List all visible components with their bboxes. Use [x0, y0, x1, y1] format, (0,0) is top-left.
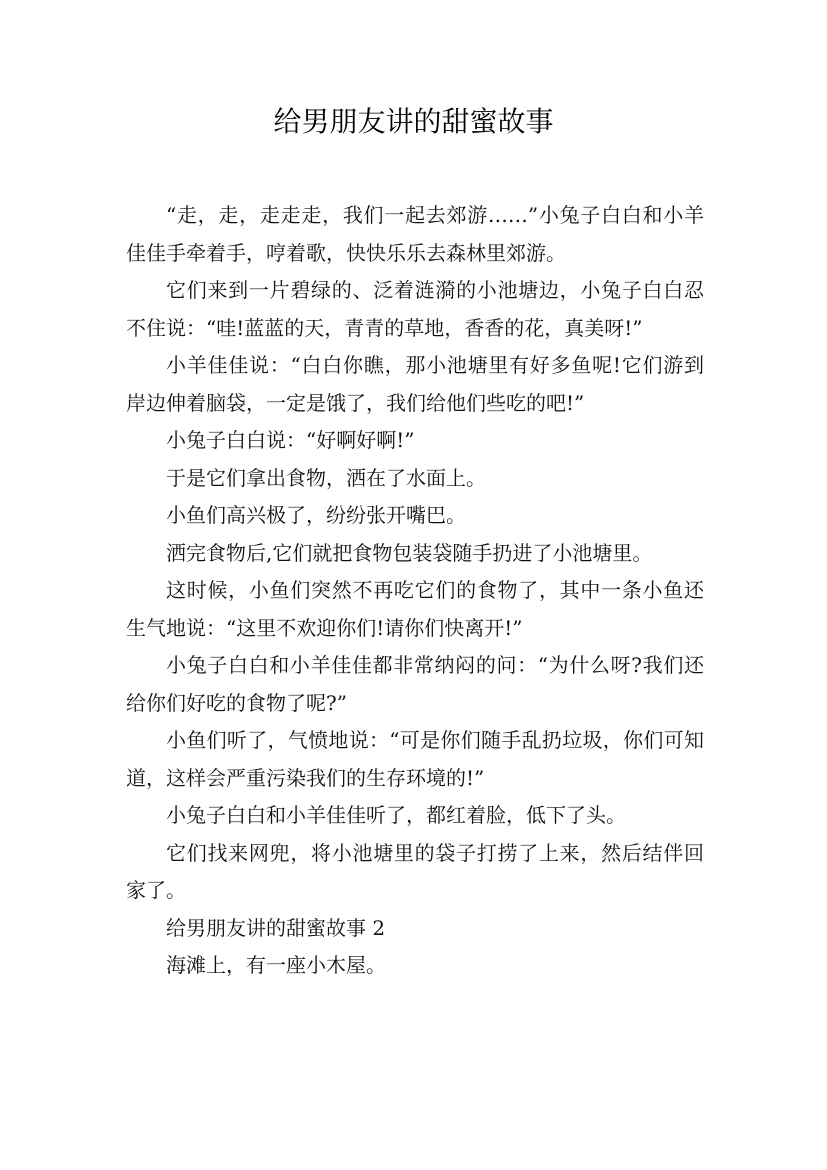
- paragraph: 小兔子白白说：“好啊好啊!”: [166, 428, 415, 452]
- paragraph: 小羊佳佳说：“白白你瞧，那小池塘里有好多鱼呢!它们游到岸边伸着脑袋，一定是饿了，我们给他们些吃的吧!”: [126, 353, 704, 415]
- paragraph: 它们来到一片碧绿的、泛着涟漪的小池塘边，小兔子白白忍不住说：“哇!蓝蓝的天，青青的草地，香香的花，真美呀!”: [126, 278, 704, 340]
- section-heading: 给男朋友讲的甜蜜故事 2: [166, 915, 386, 940]
- paragraph: 洒完食物后,它们就把食物包装袋随手扔进了小池塘里。: [166, 540, 653, 565]
- paragraph: 这时候，小鱼们突然不再吃它们的食物了，其中一条小鱼还生气地说：“这里不欢迎你们!请你们快离开!”: [126, 578, 704, 640]
- paragraph: 小兔子白白和小羊佳佳听了，都红着脸，低下了头。: [166, 803, 626, 827]
- paragraph: “走，走，走走走，我们一起去郊游……”小兔子白白和小羊佳佳手牵着手，哼着歌，快快乐乐去森林里郊游。: [126, 203, 704, 265]
- document-body: [126, 197, 704, 985]
- paragraph: 于是它们拿出食物，洒在了水面上。: [166, 465, 486, 490]
- paragraph: 海滩上，有一座小木屋。: [166, 953, 386, 977]
- paragraph: 小兔子白白和小羊佳佳都非常纳闷的问：“为什么呀?我们还给你们好吃的食物了呢?”: [126, 653, 704, 715]
- document-title: 给男朋友讲的甜蜜故事: [273, 105, 554, 138]
- paragraph: 小鱼们高兴极了，纷纷张开嘴巴。: [166, 503, 466, 527]
- paragraph: 它们找来网兜，将小池塘里的袋子打捞了上来，然后结伴回家了。: [126, 840, 704, 902]
- paragraph: 小鱼们听了，气愤地说：“可是你们随手乱扔垃圾，你们可知道，这样会严重污染我们的生存环境的!”: [126, 728, 704, 790]
